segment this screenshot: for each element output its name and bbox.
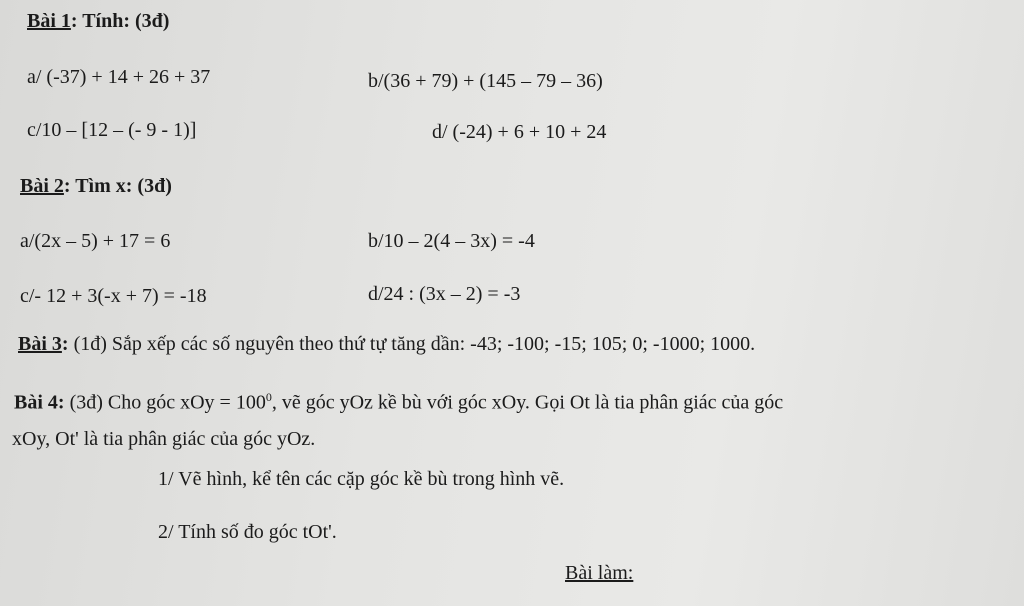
- bai2-heading: [20, 175, 172, 198]
- bai3-line: [18, 333, 755, 356]
- bai4-line1: [14, 390, 783, 415]
- bai1-heading-rest: : Tính: (3đ): [70, 10, 170, 32]
- bai1-b: b/(36 + 79) + (145 – 79 – 36): [368, 70, 603, 92]
- bai1-d: d/ (-24) + 6 + 10 + 24: [432, 121, 607, 143]
- bai2-b: b/10 – 2(4 – 3x) = -4: [368, 230, 535, 252]
- bai2-c: c/- 12 + 3(-x + 7) = -18: [20, 285, 207, 307]
- bai4-text-a: (3đ) Cho góc xOy = 100: [64, 391, 266, 414]
- bai1-heading: [27, 10, 169, 33]
- bai1-a: a/ (-37) + 14 + 26 + 37: [27, 66, 211, 88]
- bai2-a: a/(2x – 5) + 17 = 6: [20, 230, 171, 252]
- bai2-d: d/24 : (3x – 2) = -3: [368, 283, 521, 305]
- bai4-heading: Bài 4:: [14, 391, 65, 414]
- bai4-degree: 0: [265, 390, 272, 404]
- bai1-heading-num: Bài 1: [27, 10, 71, 32]
- bai3-heading-num: Bài 3: [18, 333, 62, 355]
- bai4-line2: xOy, Ot' là tia phân giác của góc yOz.: [12, 428, 316, 450]
- bai2-heading-rest: : Tìm x: (3đ): [63, 175, 172, 197]
- bai4-text-b: , vẽ góc yOz kề bù với góc xOy. Gọi Ot là tia phân giác của góc: [271, 391, 784, 414]
- bai-lam-heading: Bài làm:: [565, 562, 634, 584]
- bai4-q2: 2/ Tính số đo góc tOt'.: [158, 521, 337, 543]
- bai4-q1: 1/ Vẽ hình, kể tên các cặp góc kề bù trong hình vẽ.: [158, 468, 565, 490]
- bai1-c: c/10 – [12 – (- 9 - 1)]: [27, 119, 197, 141]
- bai3-text: (1đ) Sắp xếp các số nguyên theo thứ tự tăng dần: -43; -100; -15; 105; 0; -1000; 1000.: [68, 333, 756, 355]
- bai3-heading-colon: :: [61, 333, 69, 355]
- bai2-heading-num: Bài 2: [20, 175, 64, 197]
